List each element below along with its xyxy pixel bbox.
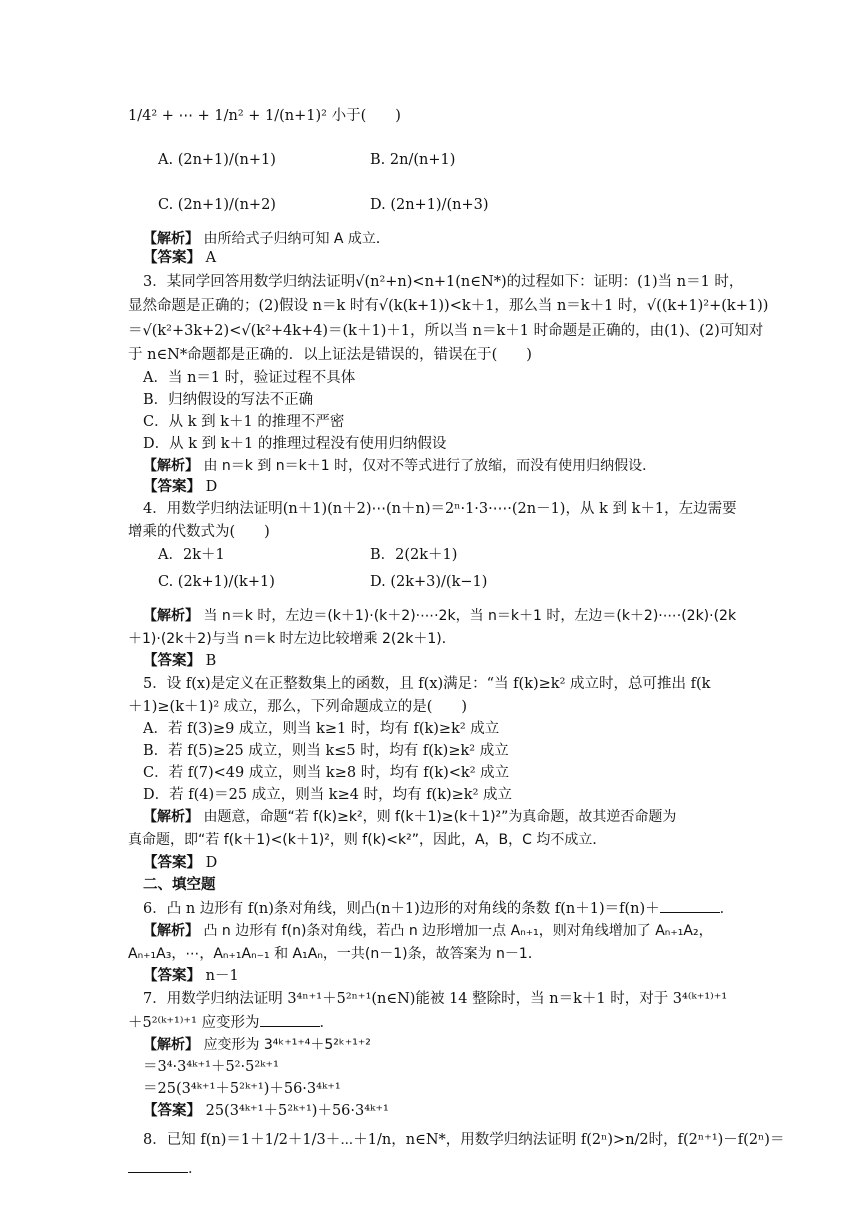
analysis-label: 【解析】: [143, 1037, 199, 1053]
q3-line4: 于 n∈N*命题都是正确的．以上证法是错误的，错误在于( ): [128, 347, 532, 363]
q5-analysis1: 由题意，命题“若 f(k)≥k²，则 f(k＋1)≥(k＋1)²”为真命题，故其逆否命题为: [203, 809, 677, 825]
q4-answer: B: [205, 653, 217, 669]
q6-analysis-line1: [143, 921, 753, 941]
section-heading: 二、填空题: [143, 877, 216, 893]
q7-end: ．: [319, 1015, 334, 1031]
q3-option-d: D．从 k 到 k＋1 的推理过程没有使用归纳假设: [143, 436, 447, 452]
q2-option-b: B. 2n/(n+1): [370, 152, 456, 168]
q7-stem-end: ＋5²⁽ᵏ⁺¹⁾⁺¹ 应变形为: [128, 1015, 260, 1031]
q3-analysis: 由 n＝k 到 n＝k＋1 时，仅对不等式进行了放缩，而没有使用归纳假设．: [203, 458, 657, 474]
q8-answer-blank: [128, 1158, 188, 1173]
q7-answer-line: [143, 1101, 753, 1121]
q4-option-a: A．2k＋1: [158, 547, 225, 563]
q3-answer-line: [143, 477, 753, 497]
q7-answer-blank: [260, 1012, 320, 1027]
q3-analysis-line: [143, 456, 753, 476]
q2-answer-line: [143, 248, 753, 268]
q6-answer-line: [143, 966, 753, 986]
q6-answer-blank: [660, 898, 720, 913]
q3-line3: ＝√(k²+3k+2)<√(k²+4k+4)＝(k＋1)＋1，所以当 n＝k＋1 时命题是正确的，由(1)、(2)可知对: [128, 323, 764, 339]
q4-line1: 4．用数学归纳法证明(n＋1)(n＋2)⋯(n＋n)＝2ⁿ·1·3·⋯·(2n－1)，从 k 到 k＋1，左边需要: [143, 501, 737, 517]
analysis-label: 【解析】: [143, 231, 199, 247]
q7-analysis-line1: [143, 1035, 753, 1055]
q7-analysis-line3: ＝25(3⁴ᵏ⁺¹＋5²ᵏ⁺¹)＋56·3⁴ᵏ⁺¹: [143, 1081, 341, 1097]
analysis-label: 【解析】: [143, 923, 199, 939]
q5-option-d: D．若 f(4)＝25 成立，则当 k≥4 时，均有 f(k)≥k² 成立: [143, 787, 513, 803]
q6-stem: 6．凸 n 边形有 f(n)条对角线，则凸(n＋1)边形的对角线的条数 f(n＋1)＝f(n)＋: [143, 901, 660, 917]
q4-analysis-line2: ＋1)·(2k＋2)与当 n＝k 时左边比较增乘 2(2k＋1)．: [128, 631, 456, 647]
q7-line2: [128, 1012, 738, 1033]
q6-answer: n－1: [205, 968, 239, 984]
q3-answer: D: [205, 479, 218, 495]
q7-line1: 7．用数学归纳法证明 3⁴ⁿ⁺¹＋5²ⁿ⁺¹(n∈N)能被 14 整除时，当 n＝k＋1 时，对于 3⁴⁽ᵏ⁺¹⁾⁺¹: [143, 991, 728, 1007]
q2-option-d: D. (2n+1)/(n+3): [370, 197, 489, 213]
q3-line2: 显然命题是正确的；(2)假设 n＝k 时有√(k(k+1))<k＋1，那么当 n＝k＋1 时，√((k+1)²+(k+1)): [128, 298, 769, 314]
q5-answer-line: [143, 853, 753, 873]
answer-label: 【答案】: [143, 653, 201, 669]
q6-analysis1: 凸 n 边形有 f(n)条对角线，若凸 n 边形增加一点 Aₙ₊₁，则对角线增加了 Aₙ₊₁A₂，: [203, 923, 713, 939]
q7-analysis1: 应变形为 3⁴ᵏ⁺¹⁺⁴＋5²ᵏ⁺¹⁺²: [203, 1037, 371, 1053]
analysis-label: 【解析】: [143, 458, 199, 474]
q3-option-c: C．从 k 到 k＋1 的推理不严密: [143, 414, 345, 430]
q5-option-b: B．若 f(5)≥25 成立，则当 k≤5 时，均有 f(k)≥k² 成立: [143, 743, 509, 759]
q2-analysis-line: [143, 229, 753, 249]
q8-line2: [128, 1158, 738, 1179]
analysis-label: 【解析】: [143, 608, 199, 624]
q6-analysis-line2: Aₙ₊₁A₃，⋯，Aₙ₊₁Aₙ₋₁ 和 A₁Aₙ，一共(n－1)条，故答案为 n－1．: [128, 946, 542, 962]
q8-end: ．: [188, 1161, 203, 1177]
q7-answer: 25(3⁴ᵏ⁺¹＋5²ᵏ⁺¹)＋56·3⁴ᵏ⁺¹: [205, 1103, 389, 1119]
q2-option-c: C. (2n+1)/(n+2): [158, 197, 276, 213]
answer-label: 【答案】: [143, 1103, 201, 1119]
answer-label: 【答案】: [143, 968, 201, 984]
q6-line1: [143, 898, 753, 919]
q3-option-a: A．当 n＝1 时，验证过程不具体: [143, 370, 356, 386]
q5-option-c: C．若 f(7)<49 成立，则当 k≥8 时，均有 f(k)<k² 成立: [143, 765, 510, 781]
q3-line1: 3．某同学回答用数学归纳法证明√(n²+n)<n+1(n∈N*)的过程如下：证明：(1)当 n＝1 时，: [143, 274, 744, 290]
q5-line1: 5．设 f(x)是定义在正整数集上的函数，且 f(x)满足：“当 f(k)≥k² 成立时，总可推出 f(k: [143, 676, 711, 692]
answer-label: 【答案】: [143, 250, 201, 266]
q5-analysis-line1: [143, 807, 753, 827]
q4-answer-line: [143, 651, 753, 671]
answer-label: 【答案】: [143, 855, 201, 871]
q7-analysis-line2: ＝3⁴·3⁴ᵏ⁺¹＋5²·5²ᵏ⁺¹: [143, 1059, 279, 1075]
q6-end: ．: [719, 901, 735, 917]
q4-option-d: D. (2k+3)/(k−1): [370, 574, 488, 590]
q4-line2: 增乘的代数式为( ): [128, 524, 270, 540]
q5-line2: ＋1)≥(k＋1)² 成立，那么，下列命题成立的是( ): [128, 699, 468, 715]
q2-option-a: A. (2n+1)/(n+1): [158, 152, 276, 168]
q4-analysis-line1: [143, 606, 753, 626]
q5-analysis-line2: 真命题，即“若 f(k＋1)<(k＋1)²，则 f(k)<k²”，因此，A，B，C 均不成立．: [128, 832, 607, 848]
q5-option-a: A．若 f(3)≥9 成立，则当 k≥1 时，均有 f(k)≥k² 成立: [143, 721, 500, 737]
q4-option-c: C. (2k+1)/(k+1): [158, 574, 275, 590]
q2-analysis: 由所给式子归纳可知 A 成立．: [203, 231, 390, 247]
q8-line1: 8．已知 f(n)＝1＋1/2＋1/3＋⋯＋1/n，n∈N*，用数学归纳法证明 f(2ⁿ)>n/2时，f(2ⁿ⁺¹)－f(2ⁿ)＝: [143, 1132, 785, 1148]
q2-answer: A: [205, 250, 217, 266]
q5-answer: D: [205, 855, 218, 871]
answer-label: 【答案】: [143, 479, 201, 495]
q4-option-b: B．2(2k＋1): [370, 547, 458, 563]
analysis-label: 【解析】: [143, 809, 199, 825]
q4-analysis1: 当 n＝k 时，左边＝(k＋1)·(k＋2)·⋯·2k，当 n＝k＋1 时，左边＝(k＋2)·⋯·(2k)·(2k: [203, 608, 737, 624]
q3-option-b: B．归纳假设的写法不正确: [143, 392, 314, 408]
q2-stem: 1/4² + ⋯ + 1/n² + 1/(n+1)² 小于( ): [128, 108, 401, 124]
